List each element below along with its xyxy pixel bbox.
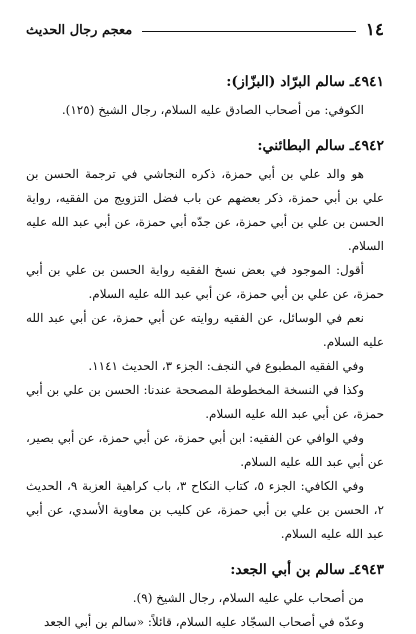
entry-title: ٤٩٤٣ـ سالم بن أبي الجعد: (230, 562, 384, 578)
header-rule (142, 31, 356, 32)
entry-paragraph: الكوفي: من أصحاب الصادق عليه السلام، رجال الشيخ (١٢٥). (61, 103, 364, 117)
page-content (26, 72, 384, 634)
document-page (0, 18, 416, 627)
entry-paragraph: وفي الفقيه المطبوع في النجف: الجزء ٣، الحديث ١١٤١. (88, 359, 364, 373)
entry-paragraph: وفي الكافي: الجزء ٥، كتاب النكاح ٣، باب كراهية العزبة ٩، الحديث ٢، الحسن بن علي بن أبي حمزة، عن كليب بن معاوية الأسدي، عن أبي عبد الله عليه السلام. (26, 479, 384, 541)
entry-title: ٤٩٤١ـ سالم البرّاد (البزّاز): (226, 74, 384, 90)
page-number: ١٤ (365, 20, 384, 40)
entry-paragraph: نعم في الوسائل، عن الفقيه روايته عن أبي حمزة، عن أبي عبد الله عليه السلام. (26, 311, 384, 349)
running-title: معجم رجال الحديث (26, 22, 133, 38)
entry-paragraph: أقول: الموجود في بعض نسخ الفقيه رواية الحسن بن علي بن أبي حمزة، عن علي بن أبي حمزة، عن أبي عبد الله عليه السلام. (26, 263, 384, 301)
entry-paragraph: وعدّه في أصحاب السجّاد عليه السلام، قائلاً: «سالم بن أبي الجعد (43, 615, 364, 629)
entry-paragraph: وكذا في النسخة المخطوطة المصححة عندنا: الحسن بن علي بن أبي حمزة، عن أبي عبد الله عليه السلام. (26, 383, 384, 421)
entry-paragraph: هو والد علي بن أبي حمزة، ذكره النجاشي في ترجمة الحسن بن علي بن أبي حمزة، ذكر بعضهم عن باب فضل التزويج من الفقيه، رواية الحسن بن علي بن أبي حمزة، عن جدّه أبي حمزة، عن أبي عبد الله عليه السلام. (26, 167, 384, 253)
entry-4943 (26, 560, 384, 634)
entry-paragraph: وفي الوافي عن الفقيه: ابن أبي حمزة، عن أبي حمزة، عن أبي بصير، عن أبي عبد الله عليه السلام. (26, 431, 384, 469)
entry-paragraph: من أصحاب علي عليه السلام، رجال الشيخ (٩). (132, 591, 364, 605)
entry-4941 (26, 72, 384, 122)
entry-title: ٤٩٤٢ـ سالم البطائني: (257, 138, 384, 154)
page-header (26, 18, 384, 42)
entry-4942 (26, 136, 384, 546)
